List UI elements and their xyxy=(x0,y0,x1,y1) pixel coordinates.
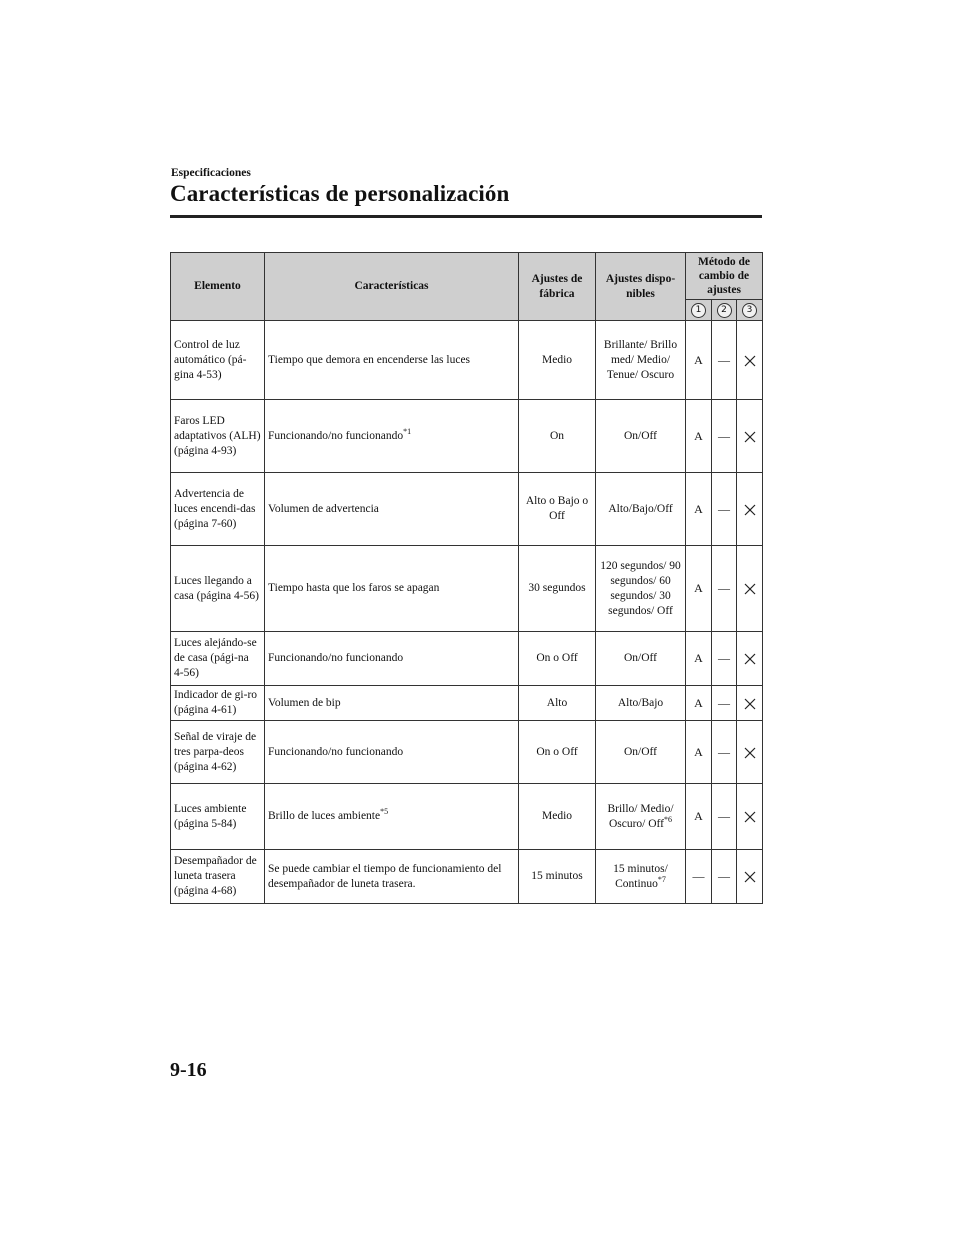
available-settings-cell-text: 120 segundos/ 90 segundos/ 60 segundos/ 30 segundos/ Off xyxy=(600,559,681,617)
page-title: Características de personalización xyxy=(170,181,510,206)
features-cell xyxy=(265,850,519,904)
features-cell xyxy=(265,721,519,784)
table-row xyxy=(171,632,763,686)
table-row xyxy=(171,721,763,784)
method-2-cell xyxy=(712,546,737,632)
factory-setting-cell xyxy=(519,721,596,784)
available-settings-cell xyxy=(596,721,686,784)
element-cell-text: Faros LED adaptativos (ALH) (página 4-93) xyxy=(174,414,261,457)
available-settings-cell xyxy=(596,850,686,904)
column-header-features: Características xyxy=(265,253,519,321)
table-row xyxy=(171,321,763,400)
factory-setting-cell xyxy=(519,784,596,850)
footnote-marker: *1 xyxy=(403,426,412,436)
method-value: A xyxy=(694,428,703,443)
available-settings-cell xyxy=(596,632,686,686)
not-applicable-mark: — xyxy=(718,744,730,759)
circled-2-icon: 2 xyxy=(717,303,732,318)
method-3-header xyxy=(737,300,763,321)
cross-icon xyxy=(744,653,756,665)
cross-icon xyxy=(744,811,756,823)
element-cell xyxy=(171,784,265,850)
method-1-header xyxy=(686,300,712,321)
factory-setting-cell xyxy=(519,321,596,400)
table-row xyxy=(171,686,763,721)
element-cell xyxy=(171,400,265,473)
page-number: 9-16 xyxy=(170,1059,207,1081)
footnote-marker: *7 xyxy=(657,874,666,884)
column-header-method: Método de cambio de ajustes xyxy=(686,253,763,300)
method-value: A xyxy=(694,501,703,516)
not-applicable-mark: — xyxy=(718,581,730,595)
method-3-cell xyxy=(737,321,763,400)
not-applicable-mark: — xyxy=(718,695,730,710)
element-cell xyxy=(171,321,265,400)
table-row xyxy=(171,400,763,473)
method-3-cell xyxy=(737,784,763,850)
method-3-cell xyxy=(737,546,763,632)
factory-setting-cell xyxy=(519,686,596,721)
factory-setting-cell-text: Alto o Bajo o Off xyxy=(525,495,589,522)
not-applicable-mark: — xyxy=(718,651,730,665)
available-settings-cell xyxy=(596,686,686,721)
element-cell-text: Desempañador de luneta trasera (página 4-68) xyxy=(174,855,257,897)
method-2-cell xyxy=(712,721,737,784)
factory-setting-cell xyxy=(519,473,596,546)
method-3-cell xyxy=(737,686,763,721)
method-value: A xyxy=(694,744,703,759)
features-cell xyxy=(265,473,519,546)
features-cell xyxy=(265,321,519,400)
customization-table xyxy=(170,252,763,904)
not-applicable-mark: — xyxy=(718,501,730,516)
element-cell xyxy=(171,546,265,632)
table-row xyxy=(171,850,763,904)
features-cell xyxy=(265,784,519,850)
cross-icon xyxy=(744,871,756,883)
footnote-marker: *6 xyxy=(664,814,673,824)
available-settings-cell xyxy=(596,400,686,473)
element-cell-text: Control de luz automático (pá-gina 4-53) xyxy=(174,338,247,381)
element-cell xyxy=(171,850,265,904)
cross-icon xyxy=(744,698,756,710)
features-cell-text: Tiempo hasta que los faros se apagan xyxy=(268,582,440,594)
cross-icon xyxy=(744,583,756,595)
method-2-cell xyxy=(712,686,737,721)
available-settings-cell-text: Alto/Bajo xyxy=(617,696,664,709)
available-settings-cell-text: On/Off xyxy=(623,745,657,758)
table-row xyxy=(171,784,763,850)
features-cell xyxy=(265,400,519,473)
method-value: A xyxy=(694,581,703,595)
features-cell-text: Se puede cambiar el tiempo de funcionamiento del desempañador de luneta trasera. xyxy=(268,862,502,890)
method-3-cell xyxy=(737,632,763,686)
method-3-cell xyxy=(737,473,763,546)
element-cell-text: Luces alejándo-se de casa (pági-na 4-56) xyxy=(174,637,257,679)
not-applicable-mark: — xyxy=(718,869,730,883)
circled-3-icon: 3 xyxy=(742,303,757,318)
section-label: Especificaciones xyxy=(171,167,251,179)
method-1-cell xyxy=(686,546,712,632)
title-divider xyxy=(170,215,762,218)
table-row xyxy=(171,473,763,546)
factory-setting-cell xyxy=(519,632,596,686)
features-cell xyxy=(265,632,519,686)
factory-setting-cell-text: On xyxy=(549,429,565,442)
factory-setting-cell-text: Alto xyxy=(546,696,568,709)
element-cell xyxy=(171,721,265,784)
factory-setting-cell xyxy=(519,400,596,473)
available-settings-cell-text: On/Off xyxy=(623,429,657,442)
column-header-available: Ajustes dispo-nibles xyxy=(596,253,686,321)
footnote-marker: *5 xyxy=(380,807,389,817)
element-cell-text: Luces llegando a casa (página 4-56) xyxy=(174,574,259,602)
method-value: A xyxy=(694,352,703,367)
features-cell xyxy=(265,546,519,632)
features-cell-text: Tiempo que demora en encenderse las luces xyxy=(268,353,471,366)
available-settings-cell-text: Brillo/ Medio/ Oscuro/ Off xyxy=(607,802,674,830)
features-cell-text: Funcionando/no funcionando xyxy=(268,429,404,442)
element-cell xyxy=(171,632,265,686)
method-1-cell xyxy=(686,784,712,850)
method-2-header xyxy=(712,300,737,321)
column-header-element: Elemento xyxy=(171,253,265,321)
available-settings-cell xyxy=(596,784,686,850)
features-cell-text: Volumen de bip xyxy=(268,696,341,709)
method-value: A xyxy=(694,809,703,823)
features-cell-text: Brillo de luces ambiente xyxy=(268,810,381,822)
element-cell xyxy=(171,473,265,546)
available-settings-cell xyxy=(596,473,686,546)
factory-setting-cell-text: On o Off xyxy=(536,745,578,758)
method-3-cell xyxy=(737,721,763,784)
features-cell-text: Volumen de advertencia xyxy=(268,502,379,515)
method-1-cell xyxy=(686,400,712,473)
method-2-cell xyxy=(712,784,737,850)
method-1-cell xyxy=(686,850,712,904)
factory-setting-cell-text: 30 segundos xyxy=(528,582,586,594)
cross-icon xyxy=(744,504,756,516)
method-2-cell xyxy=(712,850,737,904)
method-3-cell xyxy=(737,400,763,473)
factory-setting-cell xyxy=(519,850,596,904)
features-cell-text: Funcionando/no funcionando xyxy=(268,745,404,758)
available-settings-cell xyxy=(596,546,686,632)
cross-icon xyxy=(744,431,756,443)
column-header-factory: Ajustes de fábrica xyxy=(519,253,596,321)
method-1-cell xyxy=(686,473,712,546)
available-settings-cell-text: Brillante/ Brillo med/ Medio/ Tenue/ Oscuro xyxy=(603,338,678,381)
cross-icon xyxy=(744,747,756,759)
table-row xyxy=(171,546,763,632)
not-applicable-mark: — xyxy=(718,352,730,367)
factory-setting-cell-text: On o Off xyxy=(536,652,578,664)
element-cell-text: Indicador de gi-ro (página 4-61) xyxy=(174,689,258,716)
element-cell-text: Señal de viraje de tres parpa-deos (página 4-62) xyxy=(174,730,257,773)
factory-setting-cell-text: Medio xyxy=(541,353,573,366)
element-cell-text: Luces ambiente (página 5-84) xyxy=(174,802,247,830)
not-applicable-mark: — xyxy=(718,809,730,823)
method-1-cell xyxy=(686,721,712,784)
element-cell xyxy=(171,686,265,721)
method-1-cell xyxy=(686,686,712,721)
method-2-cell xyxy=(712,473,737,546)
circled-1-icon: 1 xyxy=(691,303,706,318)
factory-setting-cell xyxy=(519,546,596,632)
features-cell-text: Funcionando/no funcionando xyxy=(268,652,404,664)
available-settings-cell-text: 15 minutos/ Continuo xyxy=(613,862,668,890)
method-value: A xyxy=(694,651,703,665)
available-settings-cell-text: Alto/Bajo/Off xyxy=(608,502,673,515)
features-cell xyxy=(265,686,519,721)
method-3-cell xyxy=(737,850,763,904)
not-applicable-mark: — xyxy=(692,869,705,883)
method-2-cell xyxy=(712,632,737,686)
method-1-cell xyxy=(686,321,712,400)
element-cell-text: Advertencia de luces encendi-das (página 7-60) xyxy=(174,487,256,530)
factory-setting-cell-text: Medio xyxy=(541,810,573,822)
method-2-cell xyxy=(712,321,737,400)
available-settings-cell xyxy=(596,321,686,400)
method-1-cell xyxy=(686,632,712,686)
not-applicable-mark: — xyxy=(718,428,730,443)
cross-icon xyxy=(744,355,756,367)
method-value: A xyxy=(694,695,703,710)
method-2-cell xyxy=(712,400,737,473)
available-settings-cell-text: On/Off xyxy=(623,652,657,664)
factory-setting-cell-text: 15 minutos xyxy=(531,870,583,882)
